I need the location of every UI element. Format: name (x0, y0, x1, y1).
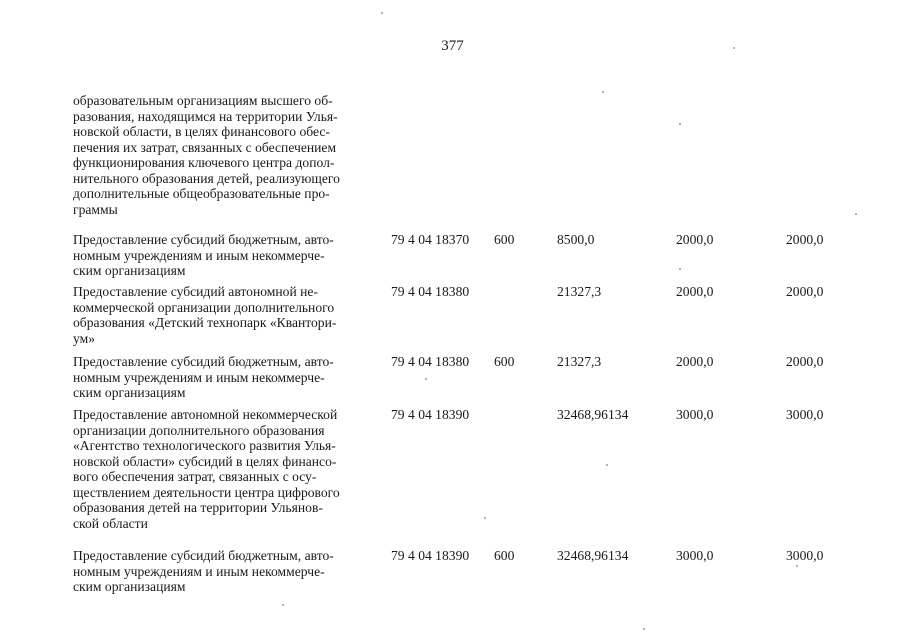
description-line: вого обеспечения затрат, связанных с осу- (73, 469, 317, 484)
description-line: организации дополнительного образования (73, 422, 325, 438)
intro-line: печения их затрат, связанных с обеспечением (73, 139, 337, 155)
csr-code: 79 4 04 18390 (391, 548, 470, 563)
scan-speck (606, 464, 608, 466)
amount-year-3: 2000,0 (786, 354, 824, 369)
description-line: ществлением деятельности центра цифрового (73, 484, 340, 500)
intro-line: граммы (73, 201, 118, 217)
description-line: ской области (73, 515, 148, 531)
scan-speck (796, 565, 798, 567)
amount-year-1: 32468,96134 (557, 407, 629, 422)
description-line: Предоставление автономной некоммерческой (73, 407, 338, 422)
description-line: ским организациям (73, 579, 186, 594)
scan-speck (679, 268, 681, 270)
vr-code: 600 (494, 232, 515, 247)
description-line: образования «Детский технопарк «Квантори- (73, 315, 337, 330)
scan-speck (602, 91, 604, 93)
intro-line: образовательным организациям высшего об- (73, 93, 333, 108)
amount-year-1: 21327,3 (557, 284, 602, 299)
description-line: ским организациям (73, 385, 186, 400)
row-description (73, 354, 376, 401)
description-line: номным учреждениям и иным некоммерче- (73, 563, 325, 579)
vr-code: 600 (494, 548, 515, 563)
amount-year-3: 3000,0 (786, 407, 824, 422)
intro-line: дополнительные общеобразовательные про- (73, 186, 330, 201)
amount-year-2: 2000,0 (676, 354, 714, 369)
scan-speck (855, 213, 857, 215)
csr-code: 79 4 04 18390 (391, 407, 470, 422)
scan-speck (484, 517, 486, 519)
row-description (73, 407, 376, 531)
description-line: Предоставление субсидий бюджетным, авто- (73, 232, 334, 247)
amount-year-3: 2000,0 (786, 232, 824, 247)
amount-year-2: 3000,0 (676, 548, 714, 563)
csr-code: 79 4 04 18380 (391, 354, 470, 369)
amount-year-3: 3000,0 (786, 548, 824, 563)
amount-year-2: 3000,0 (676, 407, 714, 422)
description-line: «Агентство технологического развития Улья- (73, 438, 336, 453)
intro-line: разования, находящимся на территории Улья- (73, 108, 338, 124)
description-line: коммерческой организации дополнительного (73, 299, 335, 315)
csr-code: 79 4 04 18370 (391, 232, 470, 247)
amount-year-1: 8500,0 (557, 232, 595, 247)
amount-year-2: 2000,0 (676, 284, 714, 299)
description-line: Предоставление субсидий бюджетным, авто- (73, 548, 334, 563)
amount-year-3: 2000,0 (786, 284, 824, 299)
row-description (73, 232, 376, 279)
scan-speck (679, 123, 681, 125)
scan-speck (282, 604, 284, 606)
description-line: новской области» субсидий в целях финансо- (73, 453, 337, 469)
description-line: номным учреждениям и иным некоммерче- (73, 369, 325, 385)
description-line: ум» (73, 330, 96, 346)
intro-text (73, 93, 376, 217)
scan-speck (643, 628, 645, 630)
amount-year-1: 32468,96134 (557, 548, 629, 563)
intro-line: нительного образования детей, реализующего (73, 170, 340, 186)
page-number: 377 (441, 38, 464, 54)
vr-code: 600 (494, 354, 515, 369)
row-description (73, 548, 376, 595)
description-line: Предоставление субсидий автономной не- (73, 284, 318, 299)
csr-code: 79 4 04 18380 (391, 284, 470, 299)
intro-line: новской области, в целях финансового обес- (73, 124, 330, 139)
row-description (73, 284, 376, 346)
amount-year-1: 21327,3 (557, 354, 602, 369)
scan-speck (733, 47, 735, 49)
description-line: Предоставление субсидий бюджетным, авто- (73, 354, 334, 369)
intro-line: функционирования ключевого центра допол- (73, 155, 335, 170)
description-line: номным учреждениям и иным некоммерче- (73, 247, 325, 263)
scan-speck (381, 12, 383, 14)
description-line: образования детей на территории Ульянов- (73, 500, 323, 515)
description-line: ским организациям (73, 263, 186, 278)
scan-speck (425, 378, 427, 380)
amount-year-2: 2000,0 (676, 232, 714, 247)
